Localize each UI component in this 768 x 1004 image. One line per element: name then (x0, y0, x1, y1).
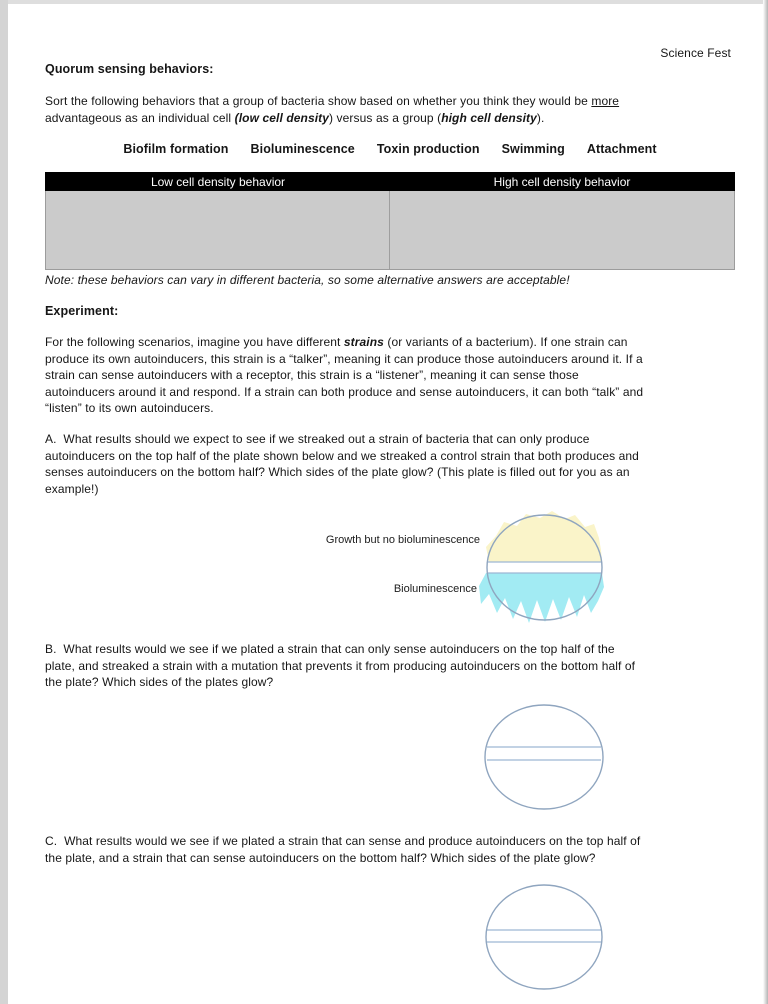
question-b: B. What results would we see if we plated a strain that can only sense autoinducers on the top half of the plate, and streaked a strain with a mutation that prevents it from producing autoinducers on the bottom half of the plate? Which sides of the plates glow? (45, 642, 636, 689)
petri-dish-c-diagram (470, 880, 620, 1002)
dish-b-outline (485, 705, 603, 809)
question-a: A. What results should we expect to see if we streaked out a strain of bacteria that can only produce autoinducers on the top half of the plate shown below and we streaked a control strain that both produces and senses autoinducers on the bottom half? Which sides of the plate glow? (This plate is filled out for you as an example!) (45, 432, 639, 496)
sorting-table-answer-row (45, 191, 735, 270)
plate-a-label-bioluminescence: Bioluminescence (393, 583, 477, 595)
page-edge-top (0, 0, 768, 4)
sorting-table (45, 172, 735, 270)
header-corner-label: Science Fest (660, 46, 731, 60)
section-title-quorum: Quorum sensing behaviors: (45, 62, 214, 76)
answer-cell-high-density (390, 191, 734, 269)
page-edge-left (0, 0, 8, 1004)
intro-paragraph: Sort the following behaviors that a group of bacteria show based on whether you think they would be more advantageous as an individual cell (low cell density) versus as a group (high cell density). (45, 94, 620, 125)
experiment-heading: Experiment: (45, 304, 119, 318)
header-low-density: Low cell density behavior (150, 174, 286, 189)
petri-dish-a-diagram (470, 505, 620, 635)
behavior-word-bank (45, 141, 735, 158)
page-edge-right (763, 0, 768, 1004)
behavior-bioluminescence: Bioluminescence (250, 142, 355, 156)
question-c: C. What results would we see if we plated a strain that can sense and produce autoinducers on the top half of the plate, and a strain that can sense autoinducers on the bottom half? Which sides of the plate glow? (45, 834, 641, 865)
no-glow-scribble (486, 511, 602, 562)
petri-dish-b-diagram (470, 695, 620, 820)
behavior-biofilm: Biofilm formation (123, 142, 229, 156)
behavior-toxin: Toxin production (376, 142, 480, 156)
answer-cell-low-density (46, 191, 390, 269)
behavior-swimming: Swimming (501, 142, 565, 156)
sorting-table-header-row (45, 172, 735, 191)
header-high-density: High cell density behavior (493, 174, 631, 189)
experiment-intro-paragraph: For the following scenarios, imagine you have different strains (or variants of a bacterium). If one strain can produce its own autoinducers, this strain is a “talker”, meaning it can produce those autoinducers around it. If a strain can sense autoinducers with a receptor, this strain is a “listener”, meaning it can sense those autoinducers around it and respond. If a strain can both produce and sense autoinducers, it can both “talk” and “listen” to its own autoinducers. (45, 335, 644, 415)
plate-a-label-no-bioluminescence: Growth but no bioluminescence (325, 534, 480, 546)
table-note: Note: these behaviors can vary in different bacteria, so some alternative answers are acceptable! (45, 273, 570, 287)
behavior-attachment: Attachment (586, 142, 657, 156)
dish-c-outline (486, 885, 602, 989)
